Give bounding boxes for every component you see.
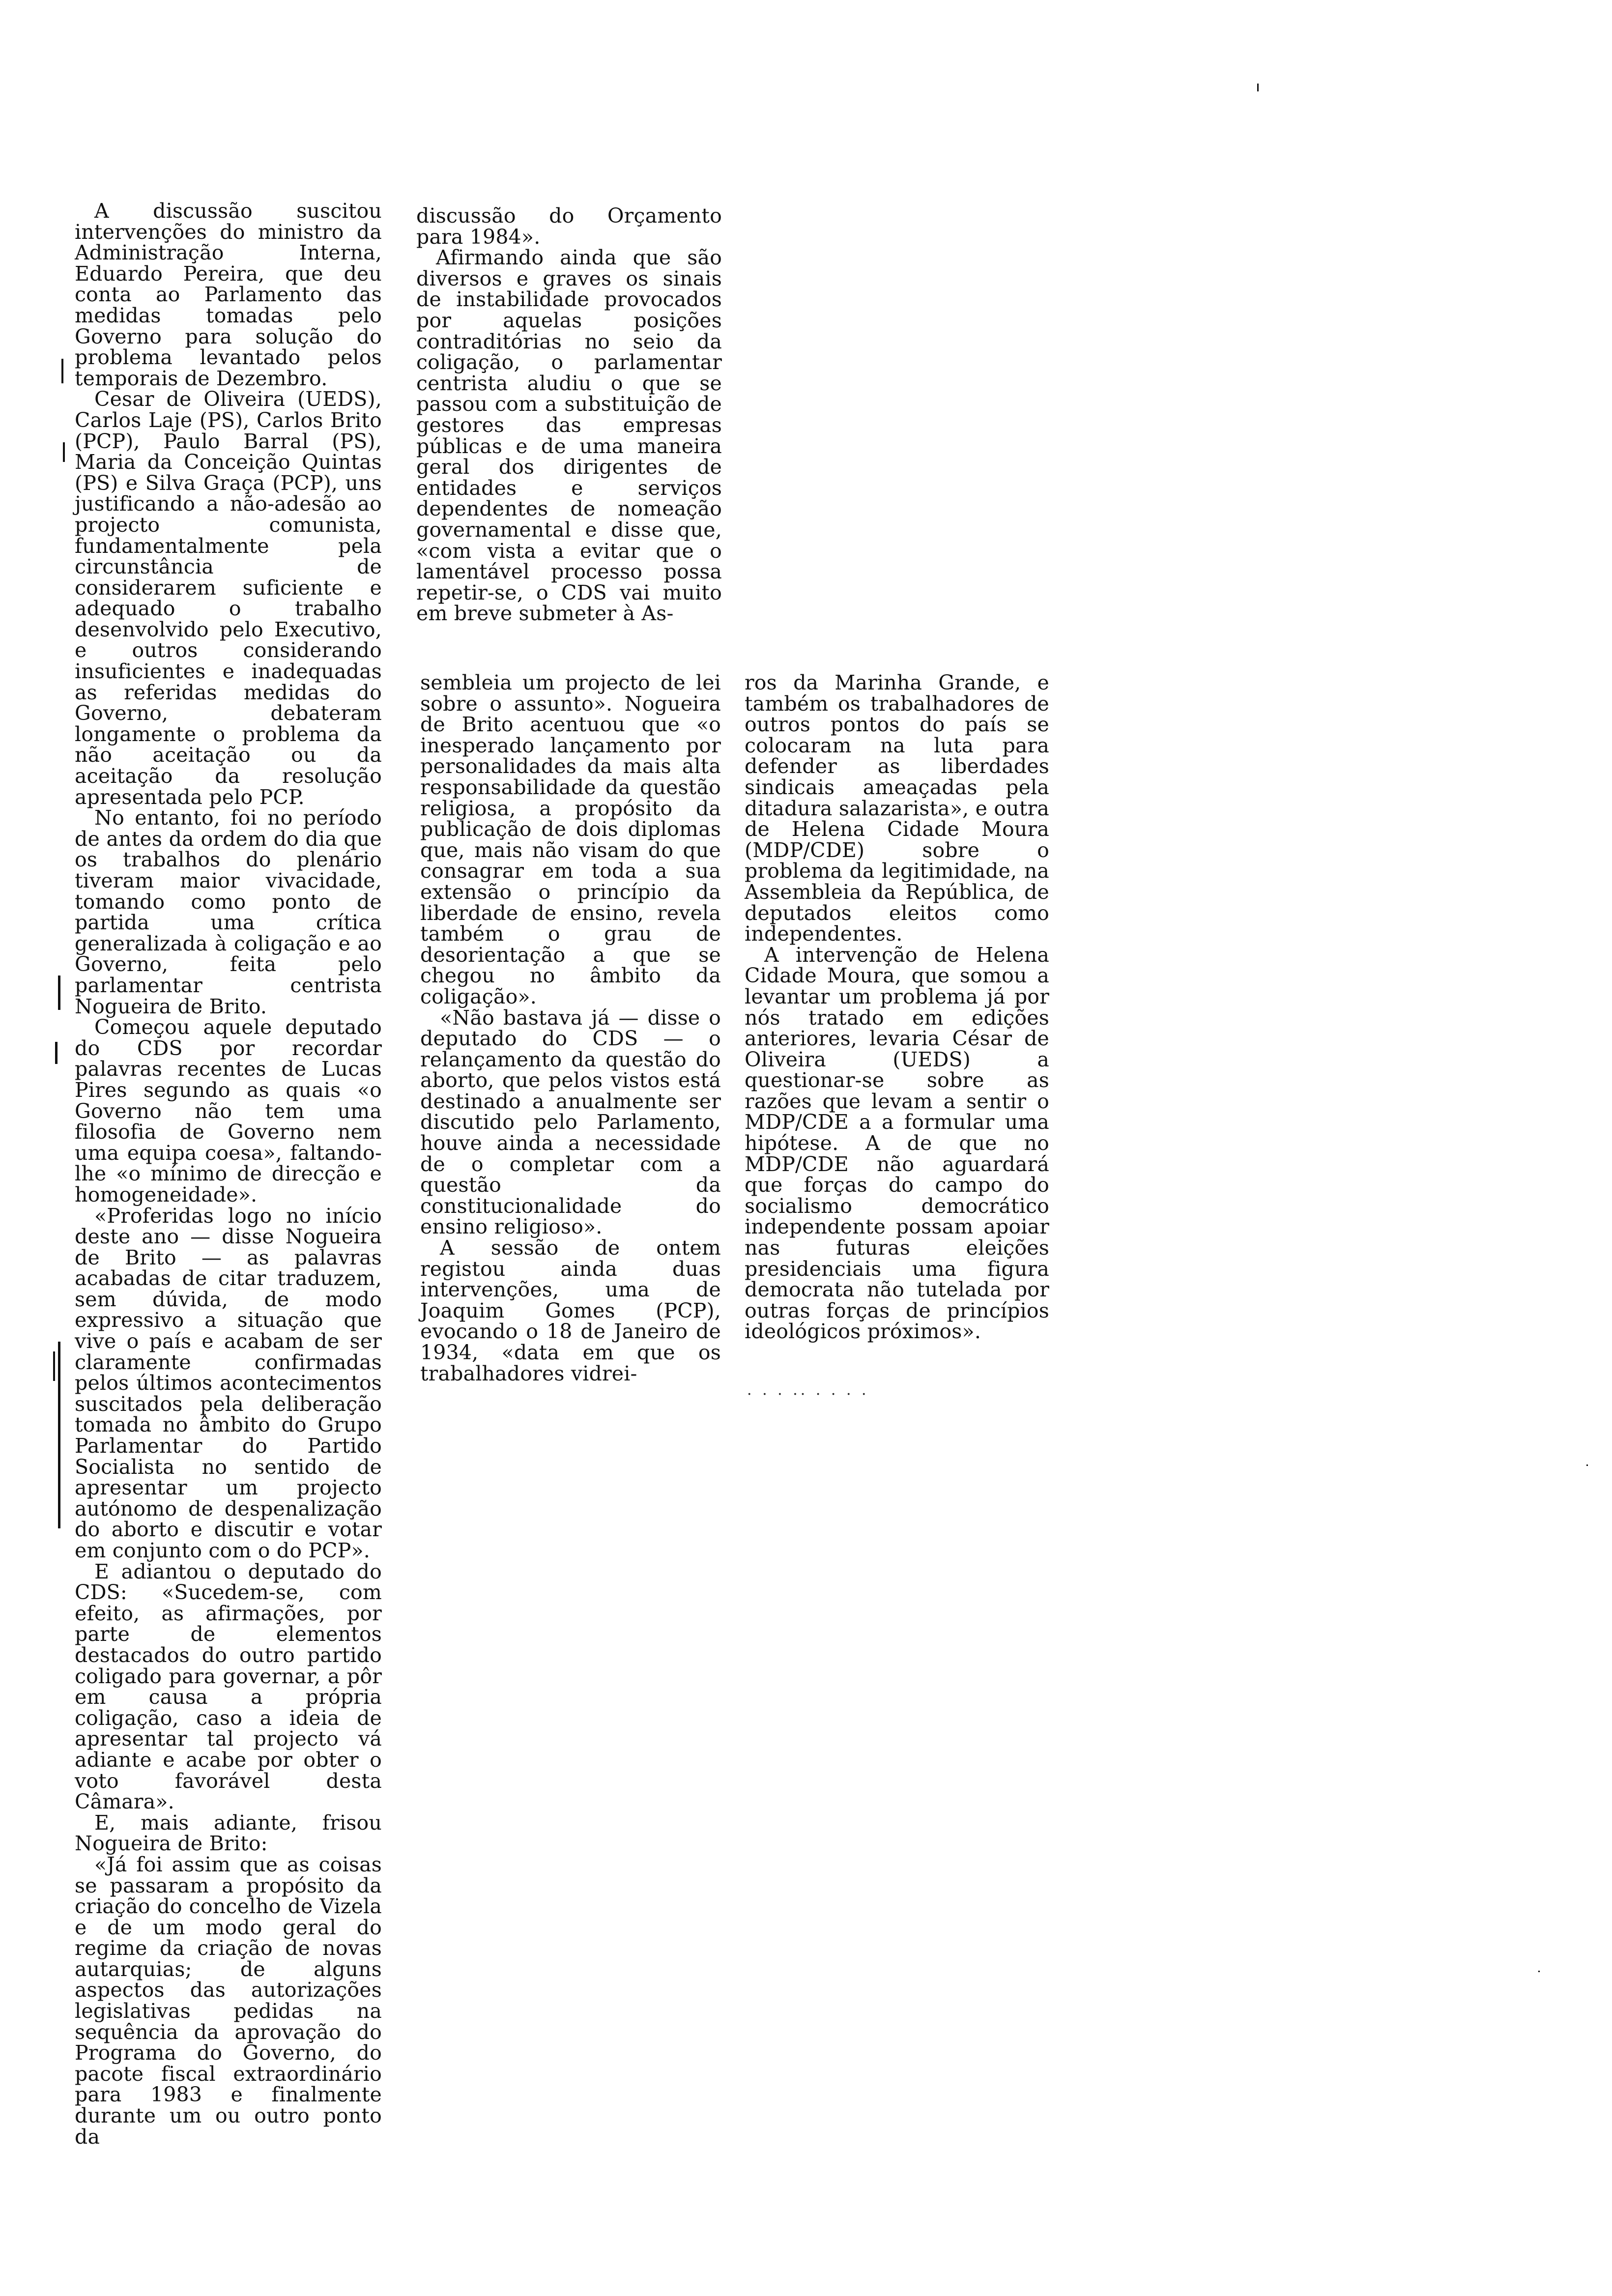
scan-mark-left-bracket-2 bbox=[53, 1351, 55, 1381]
paragraph: ros da Marinha Grande, e também os trabalhadores de outros pontos do país se colocaram na luta para defender as liberdades sindicais ameaçadas pela ditadura salazarista», e outra de Helena Cidade Moura (MDP/CDE) sobre o problema da legitimidade, na Assembleia da República, de deputados eleitos como independentes. bbox=[745, 671, 1049, 946]
article-column-1 bbox=[75, 201, 382, 2147]
paragraph: discussão do Orçamento para 1984». bbox=[416, 204, 722, 249]
paragraph: A discussão suscitou intervenções do ministro da Administração Interna, Eduardo Pereira, que deu conta ao Parlamento das medidas tomadas pelo Governo para solução do problema levantado pelos temporais de Dezembro. bbox=[75, 199, 382, 390]
scan-mark-left-bracket-1 bbox=[58, 1342, 60, 1528]
scan-mark-left-tick-1 bbox=[58, 976, 60, 1010]
paragraph: sembleia um projecto de lei sobre o assunto». Nogueira de Brito acentuou que «o inesperado lançamento por personalidades da mais alta responsabilidade da questão religiosa, a propósito da publicação de dois diplomas que, mais não visam do que consagrar em toda a sua extensão o princípio da liberdade de ensino, revela também o grau de desorientação a que se chegou no âmbito da coligação». bbox=[420, 671, 721, 1008]
article-column-4 bbox=[745, 672, 1049, 1342]
scan-mark-left-tick-3 bbox=[61, 359, 63, 383]
scan-mark-left-tick-4 bbox=[63, 442, 65, 462]
paragraph: E, mais adiante, frisou Nogueira de Brito: bbox=[75, 1810, 382, 1856]
paragraph: «Não bastava já — disse o deputado do CDS — o relançamento da questão do aborto, que pelos vistos está destinado a anualmente ser discutido pelo Parlamento, houve ainda a necessidade de o completar com a questão da constitucionalidade do ensino religioso». bbox=[420, 1005, 721, 1239]
paragraph: Cesar de Oliveira (UEDS), Carlos Laje (PS), Carlos Brito (PCP), Paulo Barral (PS), Maria da Conceição Quintas (PS) e Silva Graça (PCP), uns justificando a não-adesão ao projecto comunista, fundamentalmente pela circunstância de considerarem suficiente e adequado o trabalho desenvolvido pelo Executivo, e outros considerando insuficientes e inadequadas as referidas medidas do Governo, debateram longamente o problema da não aceitação ou da aceitação da resolução apresentada pelo PCP. bbox=[75, 387, 382, 809]
article-column-3 bbox=[420, 672, 721, 1384]
paragraph: No entanto, foi no período de antes da ordem do dia que os trabalhos do plenário tiveram maior vivacidade, tomando como ponto de partida uma crítica generalizada à coligação e ao Governo, feita pelo parlamentar centrista Nogueira de Brito. bbox=[75, 806, 382, 1018]
scan-mark-left-tick-2 bbox=[55, 1042, 58, 1064]
scan-mark-bottom-dot bbox=[1538, 1971, 1540, 1972]
paragraph: E adiantou o deputado do CDS: «Sucedem-se, com efeito, as afirmações, por parte de elementos destacados do outro partido coligado para governar, a pôr em causa a própria coligação, caso a ideia de apresentar tal projecto vá adiante e acabe por obter o voto favorável desta Câmara». bbox=[75, 1559, 382, 1814]
paragraph: A sessão de ontem registou ainda duas intervenções, uma de Joaquim Gomes (PCP), evocando o 18 de Janeiro de 1934, «data em que os trabalhadores vidrei- bbox=[420, 1236, 721, 1385]
paragraph: «Já foi assim que as coisas se passaram a propósito da criação do concelho de Vizela e de um modo geral do regime da criação de novas autarquias; de alguns aspectos das autorizações legislativas pedidas na sequência da aprovação do Programa do Governo, do pacote fiscal extraordinário para 1983 e finalmente durante um ou outro ponto da bbox=[75, 1852, 382, 2149]
scan-specks: · · · ·· · · · · bbox=[747, 1386, 869, 1403]
paragraph: «Proferidas logo no início deste ano — disse Nogueira de Brito — as palavras acabadas de citar traduzem, sem dúvida, de modo expressivo a situação que vive o país e acabam de ser claramente confirmadas pelos últimos acontecimentos suscitados pela deliberação tomada no âmbito do Grupo Parlamentar do Partido Socialista no sentido de apresentar um projecto autónomo de despenalização do aborto e discutir e votar em conjunto com o do PCP». bbox=[75, 1204, 382, 1562]
paragraph: A intervenção de Helena Cidade Moura, que somou a levantar um problema já por nós tratado em edições anteriores, levaria César de Oliveira (UEDS) a questionar-se sobre as razões que levam a sentir o MDP/CDE a a formular uma hipótese. A de que no MDP/CDE não aguardará que forças do campo do socialismo democrático independente possam apoiar nas futuras eleições presidenciais uma figura democrata não tutelada por outras forças de princípios ideológicos próximos». bbox=[745, 943, 1049, 1344]
paragraph: Afirmando ainda que são diversos e graves os sinais de instabilidade provocados por aquelas posições contraditórias no seio da coligação, o parlamentar centrista aludiu o que se passou com a substituição de gestores das empresas públicas e de uma maneira geral dos dirigentes de entidades e serviços dependentes de nomeação governamental e disse que, «com vista a evitar que o lamentável processo possa repetir-se, o CDS vai muito em breve submeter à As- bbox=[416, 246, 722, 626]
scan-mark-top-right bbox=[1257, 84, 1259, 91]
scan-mark-right-dot bbox=[1586, 1464, 1588, 1466]
article-column-2 bbox=[416, 205, 722, 624]
paragraph: Começou aquele deputado do CDS por recordar palavras recentes de Lucas Pires segundo as quais «o Governo não tem uma filosofia de Governo nem uma equipa coesa», faltando-lhe «o mínimo de direcção e homogeneidade». bbox=[75, 1015, 382, 1206]
